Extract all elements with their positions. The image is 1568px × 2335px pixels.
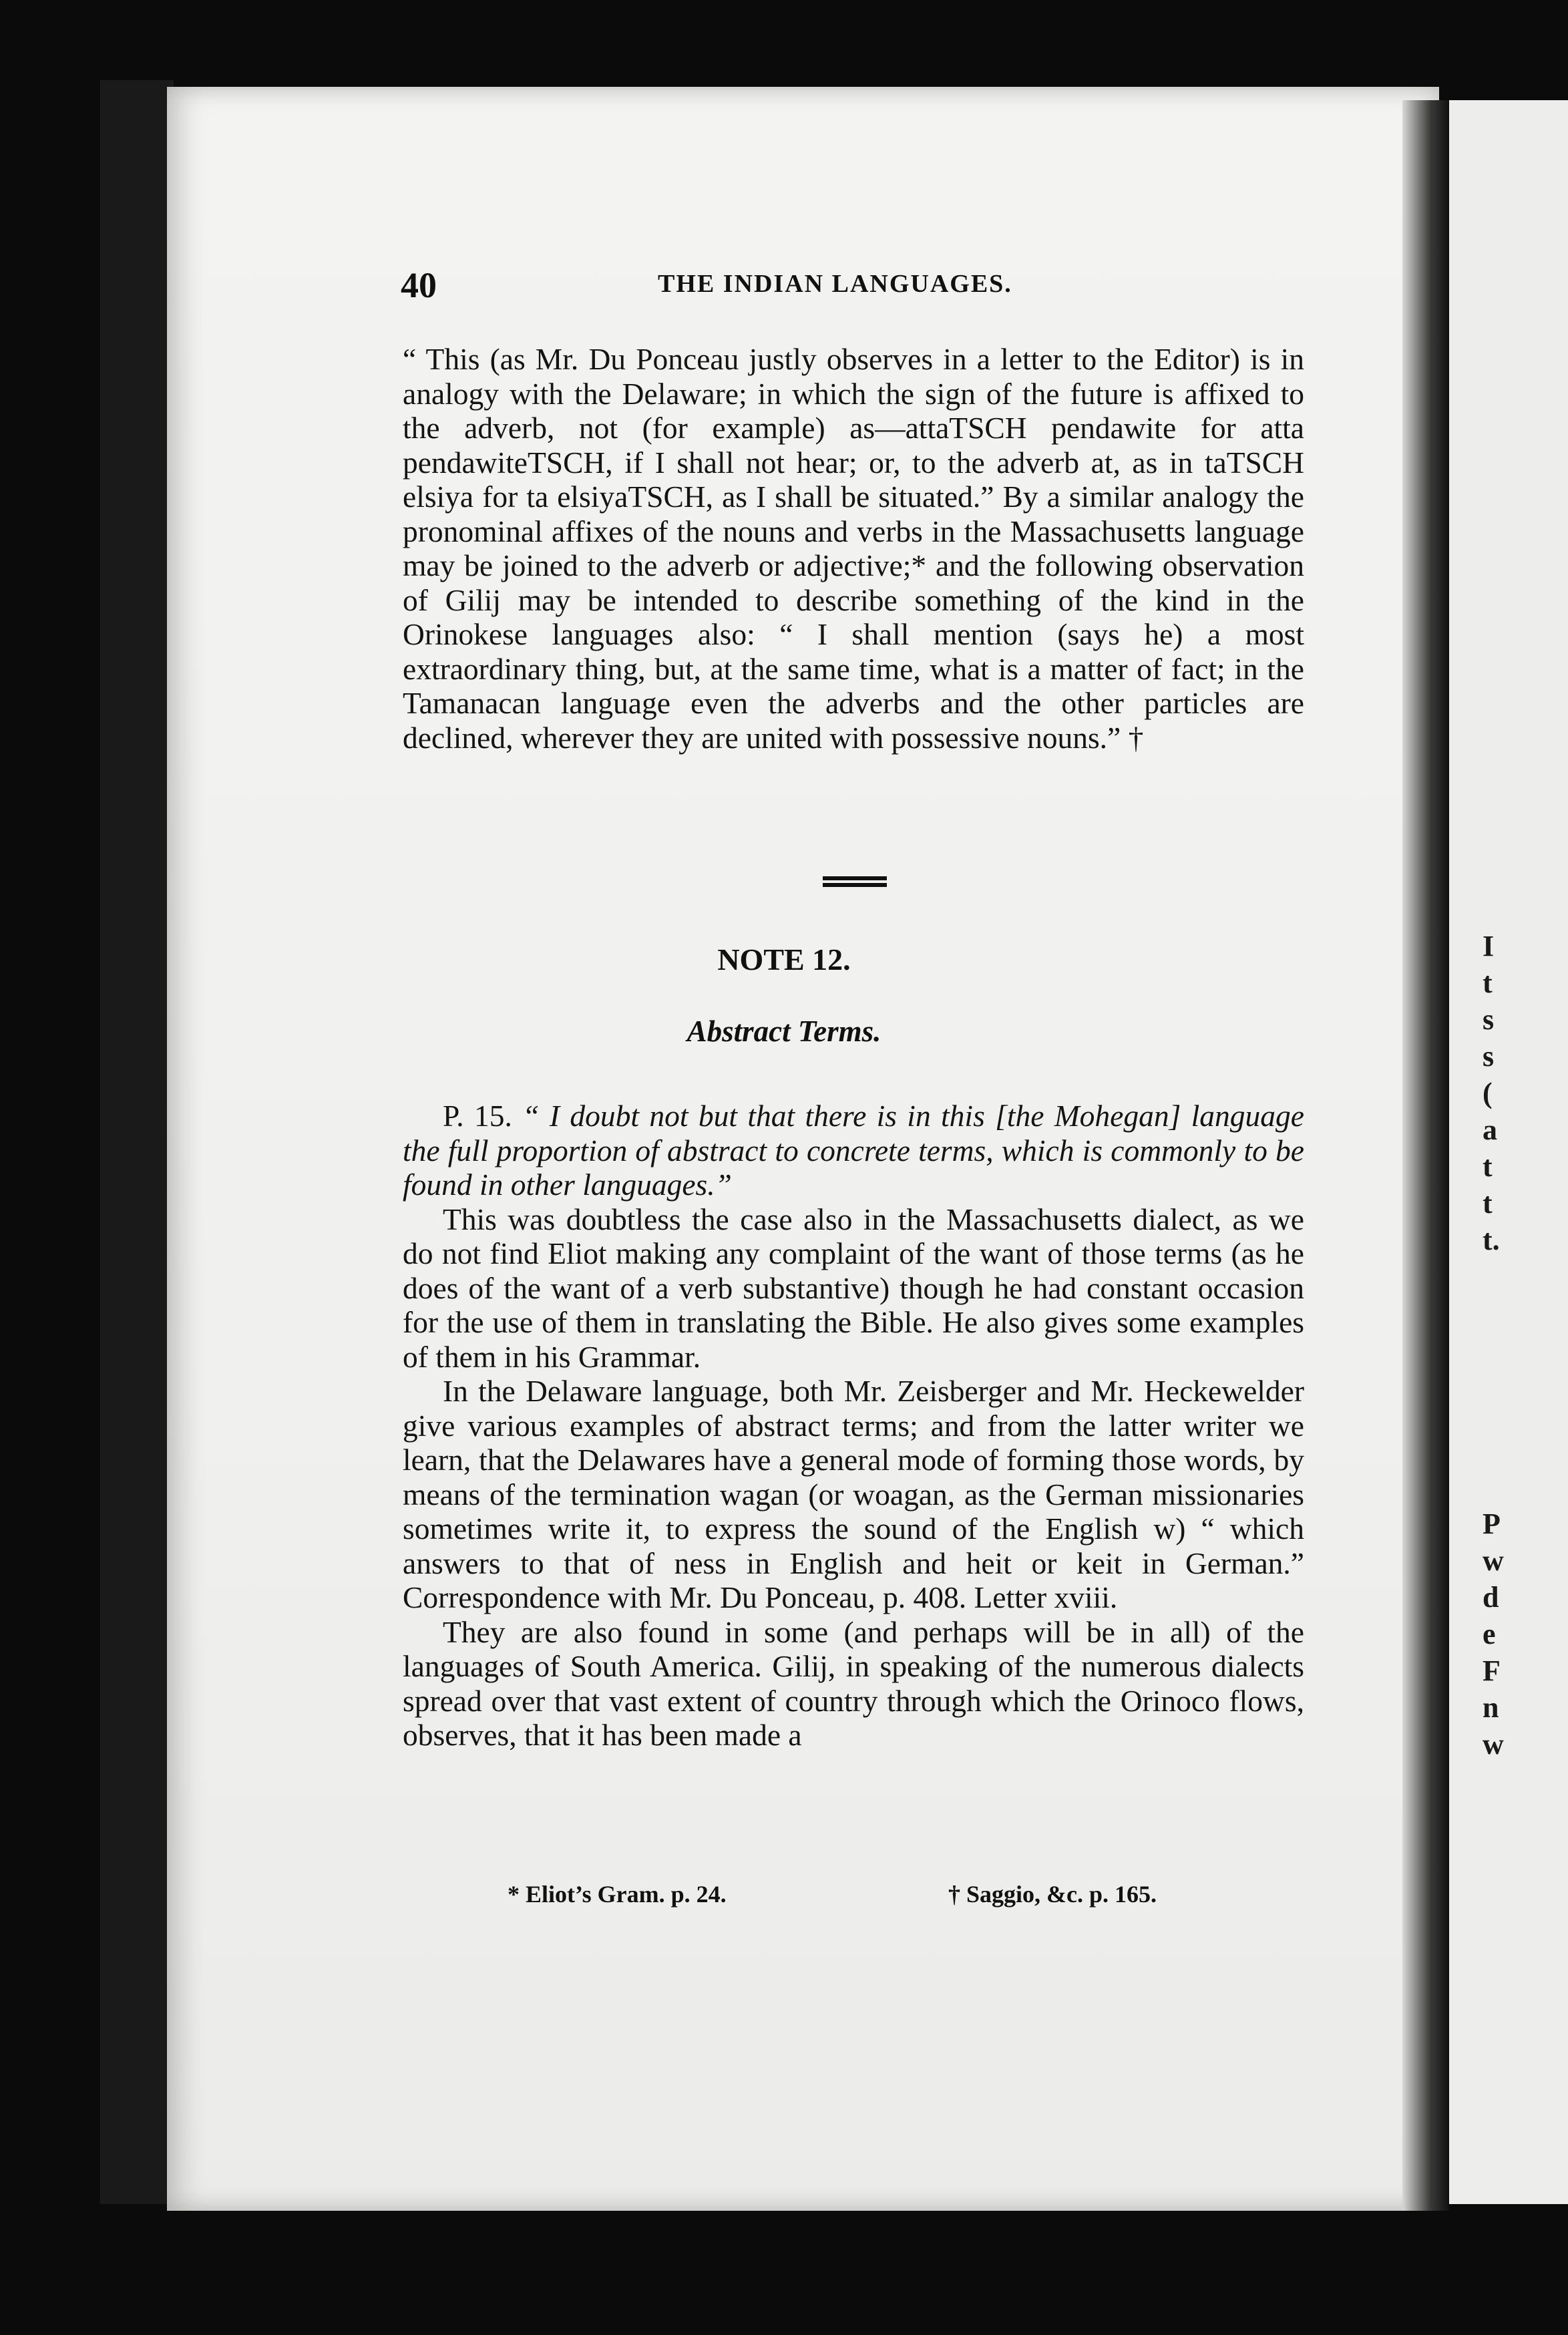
next-page-fragment: I bbox=[1483, 930, 1495, 962]
next-page-fragment: w bbox=[1483, 1728, 1504, 1761]
note-paragraph bbox=[403, 1099, 1304, 1202]
book-gutter bbox=[1402, 100, 1449, 2211]
next-page-fragment: F bbox=[1483, 1654, 1501, 1687]
paragraph-text: “ This (as Mr. Du Ponceau justly observes in a letter to the Editor) is in analogy with the Delaware; in which the sign of the future is affixed to the adverb, not (for example) as—attaTSCH pendawite for atta pendawiteTSCH, if I shall not hear; or, to the adverb at, as in taTSCH elsiya for ta elsiyaTSCH, as I shall be situated.” By a similar analogy the pronominal affixes of the nouns and verbs in the Massachusetts language may be joined to the adverb or adjective;* and the following observation of Gilij may be intended to describe something of the kind in the Orinokese languages also: “ I shall mention (says he) a most extraordinary thing, but, at the same time, what is a matter of fact; in the Tamanacan language even the adverbs and the other particles are declined, wherever they are united with possessive nouns.” † bbox=[403, 342, 1304, 755]
next-page-fragment: t bbox=[1483, 1187, 1493, 1220]
note-paragraph: In the Delaware language, both Mr. Zeisberger and Mr. Heckewelder give various examples of abstract terms; and from the latter writer we learn, that the Delawares have a general mode of forming those words, by means of the termination wagan (or woagan, as the German missionaries sometimes write it, to express the sound of the English w) “ which answers to that of ness in English and heit or keit in German.” Correspondence with Mr. Du Ponceau, p. 408. Letter xviii. bbox=[403, 1374, 1304, 1614]
running-head: THE INDIAN LANGUAGES. bbox=[658, 270, 1012, 298]
section-divider bbox=[823, 876, 887, 887]
footnote: * Eliot’s Gram. p. 24. bbox=[508, 1881, 727, 1908]
note-paragraph: They are also found in some (and perhaps will be in all) of the languages of South America. Gilij, in speaking of the numerous dialects spread over that vast extent of country through which the Orinoco flows, observes, that it has been made a bbox=[403, 1614, 1304, 1752]
continued-paragraph bbox=[403, 342, 1304, 755]
quoted-text: “ I doubt not but that there is in this [the Mohegan] language the full proportion of abstract to concrete terms, which is commonly to be found in other languages.” bbox=[403, 1099, 1304, 1202]
note-paragraph: This was doubtless the case also in the Massachusetts dialect, as we do not find Eliot making any complaint of the want of those terms (as he does of the want of a verb substantive) though he had constant occasion for the use of them in translating the Bible. He also gives some examples of them in his Grammar. bbox=[403, 1202, 1304, 1374]
note-subtitle: Abstract Terms. bbox=[687, 1015, 881, 1048]
note-title: NOTE 12. bbox=[717, 942, 851, 976]
next-page-fragment: s bbox=[1483, 1040, 1495, 1073]
next-page-edge bbox=[1449, 100, 1568, 2204]
next-page-fragment: ( bbox=[1483, 1077, 1493, 1109]
next-page-fragment: d bbox=[1483, 1581, 1499, 1614]
next-page-fragment: e bbox=[1483, 1618, 1496, 1650]
next-page-fragment: s bbox=[1483, 1003, 1495, 1036]
scan-left-edge bbox=[100, 80, 174, 2204]
next-page-fragment: t bbox=[1483, 966, 1493, 999]
footnote: † Saggio, &c. p. 165. bbox=[948, 1881, 1157, 1908]
next-page-fragment: P bbox=[1483, 1507, 1501, 1540]
note-body bbox=[403, 1099, 1304, 1753]
page-reference: P. 15. bbox=[443, 1099, 512, 1133]
next-page-fragment: t bbox=[1483, 1150, 1493, 1183]
page-number: 40 bbox=[401, 265, 437, 305]
next-page-fragment: t. bbox=[1483, 1224, 1500, 1256]
next-page-fragment: w bbox=[1483, 1544, 1504, 1577]
next-page-fragment: a bbox=[1483, 1113, 1497, 1146]
next-page-fragment: n bbox=[1483, 1691, 1499, 1724]
